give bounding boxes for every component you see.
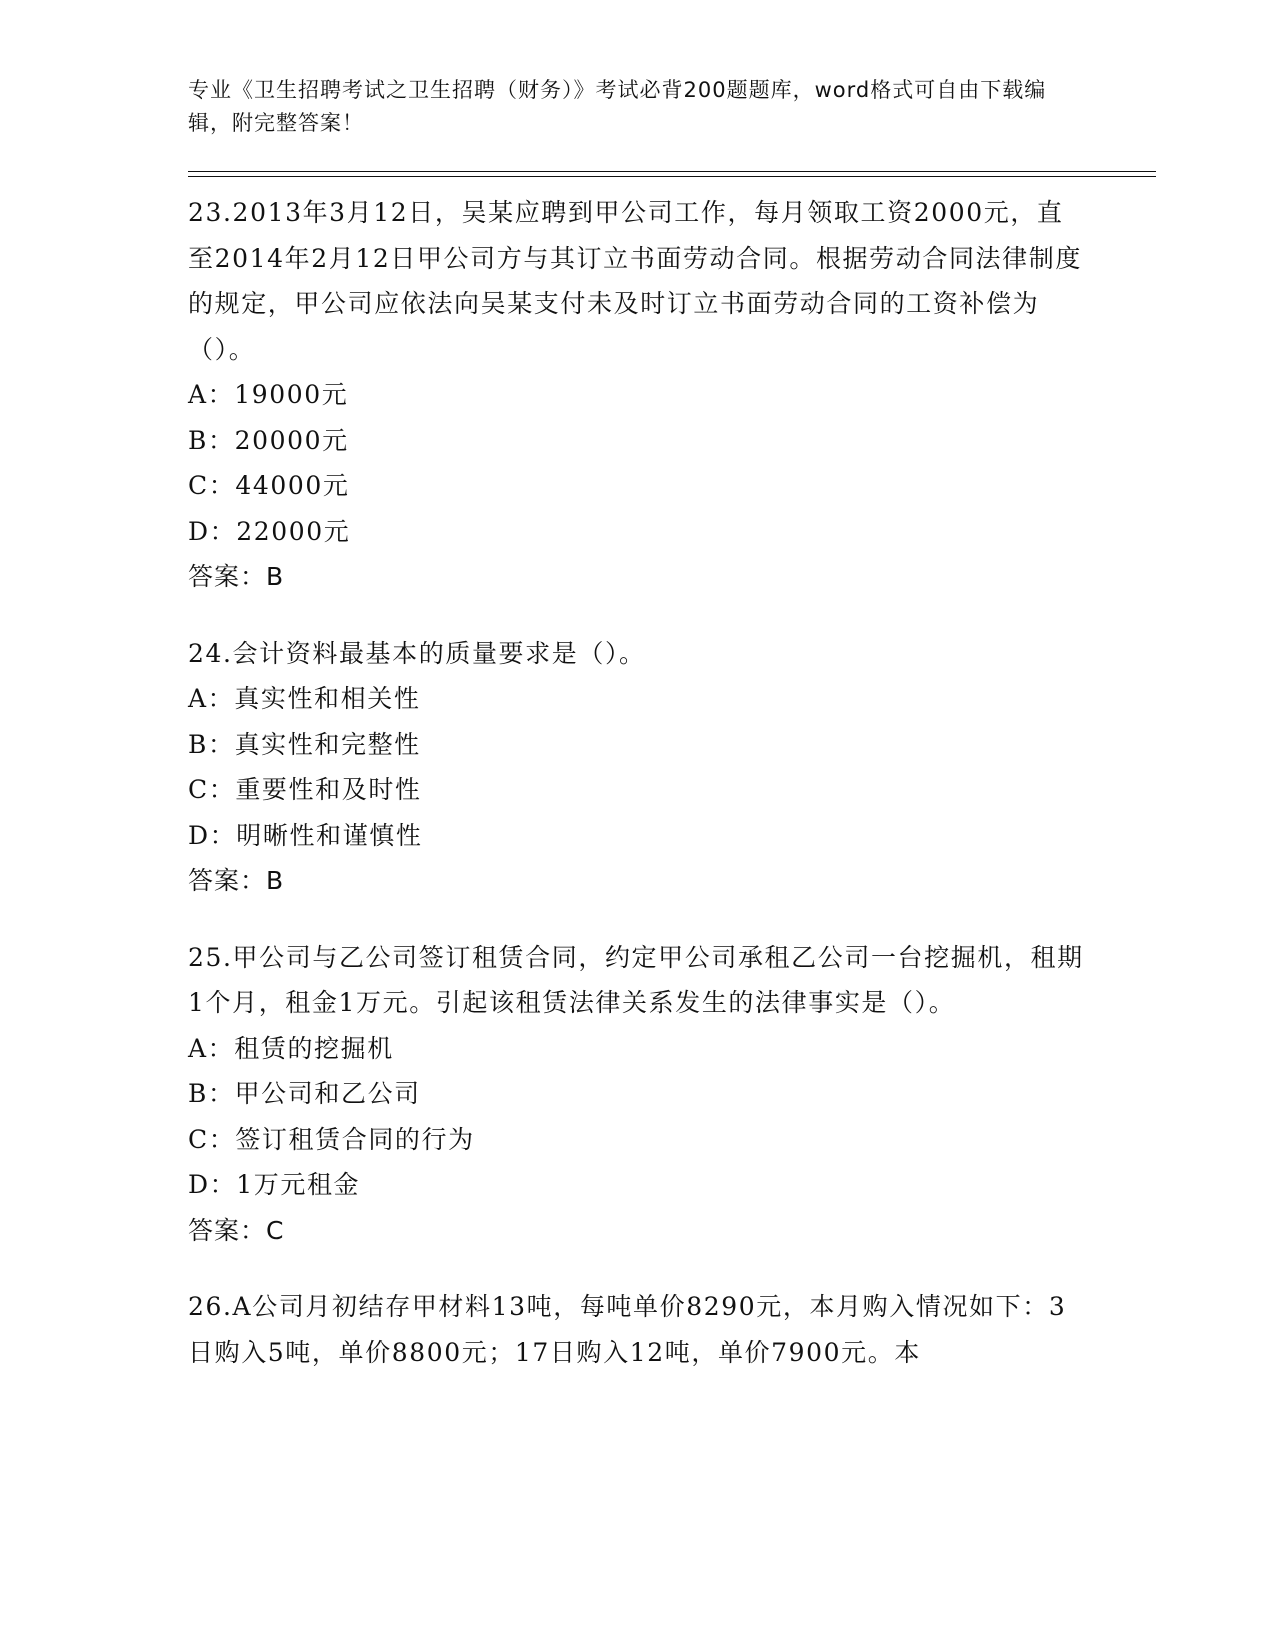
question-list — [188, 190, 1088, 1406]
option-c: C：44000元 — [188, 471, 350, 500]
question-text: 26.A公司月初结存甲材料13吨，每吨单价8290元，本月购入情况如下：3日购入5吨，单价8800元；17日购入12吨，单价7900元。本 — [188, 1292, 1067, 1367]
option-a: A：19000元 — [188, 380, 349, 409]
question-25 — [188, 935, 1088, 1254]
option-list — [188, 1026, 1088, 1208]
option-list — [188, 372, 1088, 554]
option-b: B：甲公司和乙公司 — [188, 1079, 421, 1108]
header-divider-bottom — [188, 176, 1156, 177]
option-c: C：重要性和及时性 — [188, 775, 422, 804]
answer: 答案：C — [188, 1215, 285, 1245]
option-b: B：20000元 — [188, 425, 349, 455]
option-c: C：签订租赁合同的行为 — [188, 1124, 475, 1154]
question-text: 24.会计资料最基本的质量要求是（）。 — [188, 638, 646, 668]
question-26 — [188, 1284, 1088, 1375]
option-d: D：1万元租金 — [188, 1170, 361, 1199]
header-divider-top — [188, 171, 1156, 172]
option-a: A：租赁的挖掘机 — [188, 1033, 394, 1063]
answer: 答案：B — [188, 562, 285, 591]
option-a: A：真实性和相关性 — [188, 684, 421, 713]
question-text: 25.甲公司与乙公司签订租赁合同，约定甲公司承租乙公司一台挖掘机，租期1个月，租金1万元。引起该租赁法律关系发生的法律事实是（）。 — [188, 942, 1084, 1017]
option-d: D：22000元 — [188, 516, 351, 546]
document-header — [188, 74, 1068, 140]
question-23 — [188, 190, 1088, 600]
option-b: B：真实性和完整性 — [188, 729, 421, 759]
option-d: D：明晰性和谨慎性 — [188, 820, 423, 850]
document-title: 专业《卫生招聘考试之卫生招聘（财务）》考试必背200题题库，word格式可自由下载编辑，附完整答案！ — [188, 78, 1047, 135]
question-text: 23.2013年3月12日，吴某应聘到甲公司工作，每月领取工资2000元，直至2014年2月12日甲公司方与其订立书面劳动合同。根据劳动合同法律制度的规定，甲公司应依法向吴某支付未及时订立书面劳动合同的工资补偿为（）。 — [188, 198, 1082, 364]
option-list — [188, 676, 1088, 858]
question-24 — [188, 631, 1088, 904]
answer: 答案：B — [188, 866, 285, 895]
